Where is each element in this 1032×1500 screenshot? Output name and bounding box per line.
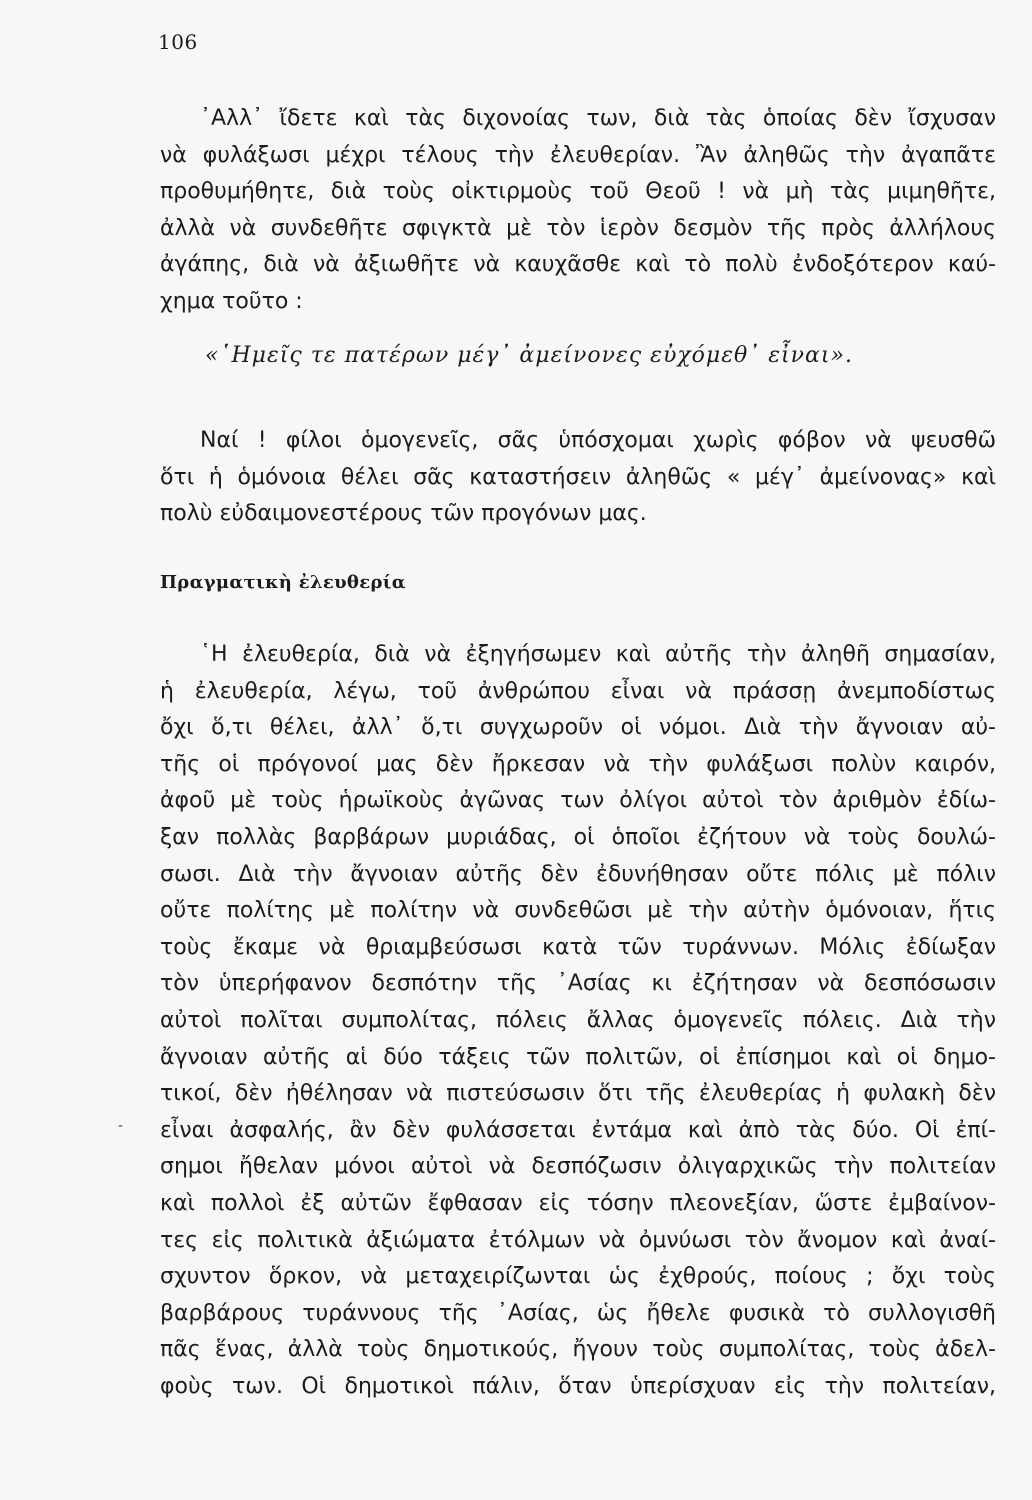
text-line: ξαν πολλὰς βαρβάρων μυριάδας, οἱ ὁποῖοι ἐζήτουν νὰ τοὺς δουλώ-	[160, 824, 996, 850]
text-line: ᾿Αλλ᾿ ἴδετε καὶ τὰς διχονοίας των, διὰ τὰς ὁποίας δὲν ἴσχυσαν	[200, 106, 996, 131]
text-line: τῆς οἱ πρόγονοί μας δὲν ἤρκεσαν νὰ τὴν φυλάξωσι πολὺν καιρόν,	[160, 751, 996, 777]
homeric-quote: «῾Ημεῖς τε πατέρων μέγ᾿ ἀμείνονες εὐχόμεθ᾿ εἶναι».	[205, 343, 853, 368]
text-line: τες εἰς πολιτικὰ ἀξιώματα ἐτόλμων νὰ ὀμνύωσι τὸν ἄνομον καὶ ἀναί-	[160, 1227, 996, 1253]
text-line: ἀφοῦ μὲ τοὺς ἡρωϊκοὺς ἀγῶνας των ὀλίγοι αὐτοὶ τὸν ἀριθμὸν ἐδίω-	[160, 788, 996, 814]
text-line: προθυμήθητε, διὰ τοὺς οἰκτιρμοὺς τοῦ Θεοῦ ! νὰ μὴ τὰς μιμηθῆτε,	[160, 179, 996, 205]
text-line: σωσι. Διὰ τὴν ἄγνοιαν αὐτῆς δὲν ἐδυνήθησαν οὔτε πόλις μὲ πόλιν	[160, 861, 996, 887]
paragraph-2	[160, 423, 996, 533]
text-line: τὸν ὑπερήφανον δεσπότην τῆς ᾿Ασίας κι ἐζήτησαν νὰ δεσπόσωσιν	[160, 971, 996, 997]
text-line: καὶ πολλοὶ ἐξ αὐτῶν ἔφθασαν εἰς τόσην πλεονεξίαν, ὥστε ἐμβαίνον-	[160, 1190, 996, 1216]
text-line: φοὺς των. Οἱ δημοτικοὶ πάλιν, ὅταν ὑπερίσχυαν εἰς τὴν πολιτείαν,	[160, 1373, 996, 1399]
text-line: νὰ φυλάξωσι μέχρι τέλους τὴν ἐλευθερίαν. Ἂν ἀληθῶς τὴν ἀγαπᾶτε	[160, 142, 996, 168]
text-line: εἶναι ἀσφαλής, ἂν δὲν φυλάσσεται ἐντάμα καὶ ἀπὸ τὰς δύο. Οἱ ἐπί-	[160, 1117, 996, 1143]
text-line: ἡ ἐλευθερία, λέγω, τοῦ ἀνθρώπου εἶναι νὰ πράσσῃ ἀνεμποδίστως	[160, 678, 996, 704]
text-line: ἄγνοιαν αὐτῆς αἱ δύο τάξεις τῶν πολιτῶν, οἱ ἐπίσημοι καὶ οἱ δημο-	[160, 1044, 996, 1070]
paragraph-1	[160, 101, 996, 321]
text-line: πολὺ εὐδαιμονεστέρους τῶν προγόνων μας.	[160, 501, 647, 527]
text-line: πᾶς ἕνας, ἀλλὰ τοὺς δημοτικούς, ἤγουν τοὺς συμπολίτας, τοὺς ἀδελ-	[160, 1337, 996, 1363]
text-line: βαρβάρους τυράννους τῆς ᾿Ασίας, ὡς ἤθελε φυσικὰ τὸ συλλογισθῆ	[160, 1300, 996, 1326]
section-heading: Πραγματικὴ ἐλευθερία	[160, 572, 406, 593]
page-number: 106	[158, 30, 198, 54]
text-line: σημοι ἤθελαν μόνοι αὐτοὶ νὰ δεσπόζωσιν ὀλιγαρχικῶς τὴν πολιτείαν	[160, 1154, 996, 1180]
text-line: Ναί ! φίλοι ὁμογενεῖς, σᾶς ὑπόσχομαι χωρὶς φόβον νὰ ψευσθῶ	[200, 428, 996, 453]
text-line: τοὺς ἔκαμε νὰ θριαμβεύσωσι κατὰ τῶν τυράννων. Μόλις ἐδίωξαν	[160, 934, 996, 960]
text-line: ῾Η ἐλευθερία, διὰ νὰ ἐξηγήσωμεν καὶ αὐτῆς τὴν ἀληθῆ σημασίαν,	[200, 642, 996, 667]
text-line: σχυντον ὅρκον, νὰ μεταχειρίζωνται ὡς ἐχθρούς, ποίους ; ὄχι τοὺς	[160, 1264, 996, 1290]
text-line: οὔτε πολίτης μὲ πολίτην νὰ συνδεθῶσι μὲ τὴν αὐτὴν ὁμόνοιαν, ἥτις	[160, 898, 996, 924]
margin-dash-mark: -	[118, 1118, 124, 1134]
text-line: χημα τοῦτο :	[160, 288, 303, 314]
text-line: ὅτι ἡ ὁμόνοια θέλει σᾶς καταστήσειν ἀληθῶς « μέγ᾿ ἀμείνονας» καὶ	[160, 464, 996, 490]
text-line: ἀγάπης, διὰ νὰ ἀξιωθῆτε νὰ καυχᾶσθε καὶ τὸ πολὺ ἐνδοξότερον καύ-	[160, 252, 996, 278]
text-line: τικοί, δὲν ἠθέλησαν νὰ πιστεύσωσιν ὅτι τῆς ἐλευθερίας ἡ φυλακὴ δὲν	[160, 1081, 996, 1107]
paragraph-3	[160, 637, 996, 1405]
text-line: αὐτοὶ πολῖται συμπολίτας, πόλεις ἄλλας ὁμογενεῖς πόλεις. Διὰ τὴν	[160, 1007, 996, 1033]
text-line: ἀλλὰ νὰ συνδεθῆτε σφιγκτὰ μὲ τὸν ἱερὸν δεσμὸν τῆς πρὸς ἀλλήλους	[160, 215, 996, 241]
text-line: ὄχι ὅ,τι θέλει, ἀλλ᾿ ὅ,τι συγχωροῦν οἱ νόμοι. Διὰ τὴν ἄγνοιαν αὐ-	[160, 715, 996, 741]
